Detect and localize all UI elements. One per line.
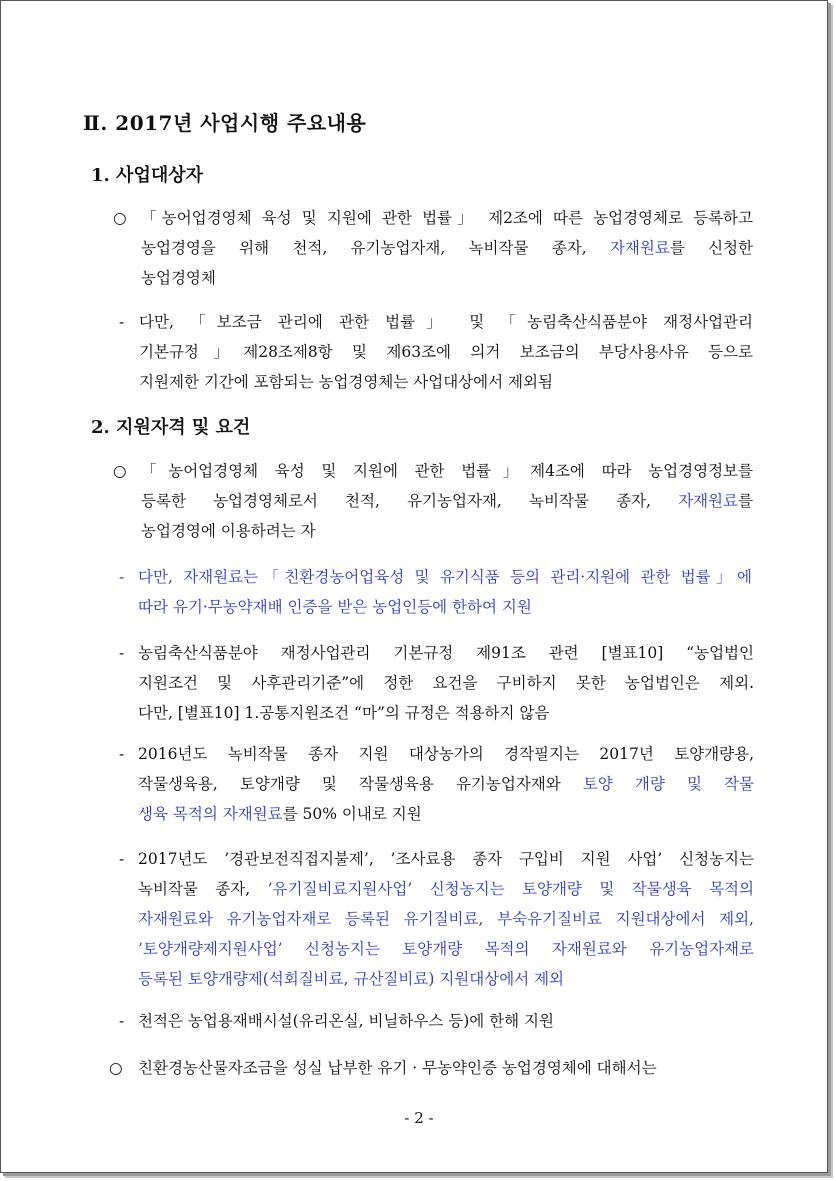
text-span: 지원조건 및 사후관리기준”에 정한 요건을 구비하지 못한 농업법인은 제외. bbox=[138, 674, 754, 692]
highlighted-text: 자재원료 bbox=[678, 492, 739, 510]
highlighted-text: ’유기질비료지원사업’ 신청농지는 토양개량 및 작물생육 목적의 bbox=[267, 880, 755, 898]
text-span: 농림축산식품분야 재정사업관리 기본규정 제91조 관련 [별표10] “농업법인 bbox=[138, 644, 754, 662]
paragraph-text bbox=[138, 739, 754, 829]
paragraph-marker: ○ bbox=[109, 1059, 123, 1077]
text-line bbox=[138, 904, 754, 934]
text-line bbox=[138, 1006, 754, 1036]
section2-heading: 2. 지원자격 및 요건 bbox=[91, 417, 251, 438]
paragraph-text bbox=[138, 562, 752, 622]
paragraph-text bbox=[138, 1006, 754, 1036]
section-title: Ⅱ. 2017년 사업시행 주요내용 bbox=[83, 111, 367, 135]
paragraph-text bbox=[141, 456, 753, 546]
text-span: 다만, 「보조금 관리에 관한 법률」 및 「농림축산식품분야 재정사업관리 bbox=[139, 313, 753, 331]
text-line bbox=[138, 769, 754, 799]
highlighted-text: 등록된 토양개량제(석회질비료, 규산질비료) 지원대상에서 제외 bbox=[138, 970, 565, 988]
text-line bbox=[141, 263, 753, 293]
text-span: 농업경영에 이용하려는 자 bbox=[141, 522, 316, 540]
text-line bbox=[139, 367, 753, 397]
text-span: 「농어업경영체 육성 및 지원에 관한 법률」 제2조에 따른 농업경영체로 등록하고 bbox=[141, 209, 753, 227]
text-span: 작물생육용, 토양개량 및 작물생육용 유기농업자재와 bbox=[138, 775, 583, 793]
text-line bbox=[138, 1053, 754, 1083]
text-line bbox=[138, 799, 754, 829]
text-span: 천적은 농업용재배시설(유리온실, 비닐하우스 등)에 한해 지원 bbox=[138, 1012, 554, 1030]
paragraph-marker: ○ bbox=[113, 209, 127, 227]
text-span: 「농어업경영체 육성 및 지원에 관한 법률」제4조에 따라 농업경영정보를 bbox=[141, 462, 753, 480]
text-line bbox=[141, 203, 753, 233]
text-span: 다만, [별표10] 1.공통지원조건 “마”의 규정은 적용하지 않음 bbox=[138, 704, 550, 722]
section1-heading: 1. 사업대상자 bbox=[91, 165, 203, 186]
text-span: 를 50% 이내로 지원 bbox=[282, 805, 422, 823]
paragraph-marker: - bbox=[119, 1012, 125, 1030]
highlighted-text: ’토양개량제지원사업’ 신청농지는 토양개량 목적의 자재원료와 유기농업자재로 bbox=[138, 940, 754, 958]
paragraph-text bbox=[139, 307, 753, 397]
paragraph-marker: - bbox=[119, 850, 125, 868]
text-line bbox=[141, 486, 753, 516]
text-line bbox=[138, 638, 754, 668]
text-line bbox=[138, 844, 754, 874]
text-line bbox=[138, 562, 752, 592]
paragraph-marker: ○ bbox=[113, 462, 127, 480]
text-line bbox=[138, 668, 754, 698]
text-line bbox=[141, 456, 753, 486]
paragraph-marker: - bbox=[119, 745, 125, 763]
paragraph-marker: - bbox=[119, 644, 125, 662]
text-span: 농업경영체 bbox=[141, 269, 216, 287]
text-span: 2016년도 녹비작물 종자 지원 대상농가의 경작필지는 2017년 토양개량용, bbox=[138, 745, 754, 763]
page-number: - 2 - bbox=[404, 1109, 434, 1127]
text-line bbox=[141, 233, 753, 263]
paragraph-marker: - bbox=[119, 568, 125, 586]
highlighted-text: 토양 개량 및 작물 bbox=[582, 775, 754, 793]
text-span: 친환경농산물자조금을 성실 납부한 유기 · 무농약인증 농업경영체에 대해서는 bbox=[138, 1059, 657, 1077]
paragraph-text bbox=[141, 203, 753, 293]
paragraph-text bbox=[138, 1053, 754, 1083]
text-span: 기본규정」제28조제8항 및 제63조에 의거 보조금의 부당사용사유 등으로 bbox=[139, 343, 753, 361]
paragraph-text bbox=[138, 638, 754, 728]
text-span: 녹비작물 종자, bbox=[138, 880, 268, 898]
text-line bbox=[138, 964, 754, 994]
text-span: 를 bbox=[738, 492, 753, 510]
paragraph-marker: - bbox=[119, 313, 125, 331]
text-span: 등록한 농업경영체로서 천적, 유기농업자재, 녹비작물 종자, bbox=[141, 492, 679, 510]
text-span: 지원제한 기간에 포함되는 농업경영체는 사업대상에서 제외됨 bbox=[139, 373, 553, 391]
text-line bbox=[139, 307, 753, 337]
paragraph-text bbox=[138, 844, 754, 994]
highlighted-text: 자재원료와 유기농업자재로 등록된 유기질비료, 부숙유기질비료 지원대상에서 제외, bbox=[138, 910, 754, 928]
text-line bbox=[141, 516, 753, 546]
text-span: 농업경영을 위해 천적, 유기농업자재, 녹비작물 종자, bbox=[141, 239, 610, 257]
text-line bbox=[138, 739, 754, 769]
text-line bbox=[138, 874, 754, 904]
text-span: 를 신청한 bbox=[669, 239, 754, 257]
text-line bbox=[139, 337, 753, 367]
text-line bbox=[138, 592, 752, 622]
highlighted-text: 자재원료 bbox=[609, 239, 670, 257]
text-span: 2017년도 ’경관보전직접지불제’, ’조사료용 종자 구입비 지원 사업’ 신청농지는 bbox=[138, 850, 754, 868]
highlighted-text: 따라 유기·무농약재배 인증을 받은 농업인등에 한하여 지원 bbox=[138, 598, 532, 616]
text-line bbox=[138, 698, 754, 728]
highlighted-text: 다만, 자재원료는「친환경농어업육성 및 유기식품 등의 관리·지원에 관한 법률」에 bbox=[138, 568, 752, 586]
text-line bbox=[138, 934, 754, 964]
highlighted-text: 생육 목적의 자재원료 bbox=[138, 805, 283, 823]
